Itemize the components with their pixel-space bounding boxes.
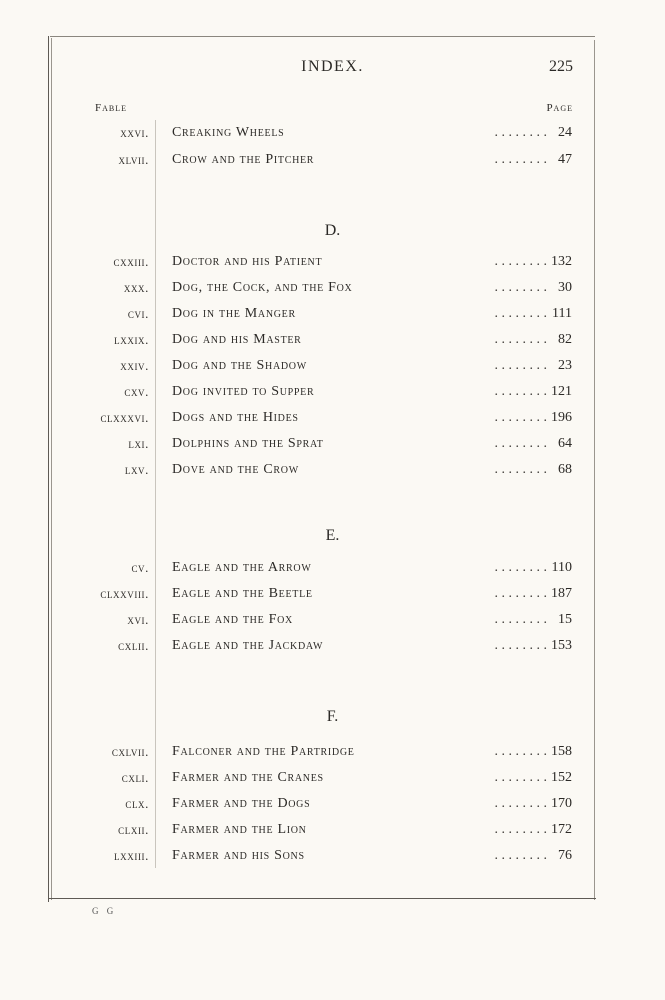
leader-dots: . . . . . . . .	[494, 638, 547, 653]
leader-dots: . . . . . . . .	[494, 462, 547, 477]
leader-dots: . . . . . . . .	[494, 152, 547, 167]
fable-number: lxi.	[128, 436, 149, 451]
index-entry	[0, 586, 665, 606]
fable-title: Dog and his Master	[172, 332, 302, 347]
index-entry	[0, 638, 665, 658]
page-reference: 68	[558, 462, 572, 477]
fable-number: lxxix.	[114, 332, 149, 347]
signature-mark: G G	[92, 906, 117, 916]
fable-number: xvi.	[127, 612, 149, 627]
leader-dots: . . . . . . . .	[494, 436, 547, 451]
page-reference: 15	[558, 612, 572, 627]
index-entry	[0, 152, 665, 172]
fable-title: Dog, the Cock, and the Fox	[172, 280, 353, 295]
fable-number: xxvi.	[120, 125, 149, 140]
page-reference: 153	[551, 638, 572, 653]
index-entry	[0, 796, 665, 816]
leader-dots: . . . . . . . .	[494, 410, 547, 425]
page-title: INDEX.	[301, 58, 364, 75]
leader-dots: . . . . . . . .	[494, 744, 547, 759]
index-entry	[0, 384, 665, 404]
index-entry	[0, 848, 665, 868]
fable-number: cxlvii.	[111, 744, 149, 759]
fable-number: lxv.	[124, 462, 149, 477]
index-entry	[0, 612, 665, 632]
fable-title: Dogs and the Hides	[172, 410, 299, 425]
page-reference: 82	[558, 332, 572, 347]
section-letter: F.	[326, 708, 339, 725]
fable-number: cxlii.	[118, 638, 149, 653]
page-reference: 172	[551, 822, 572, 837]
page-column-header: Page	[546, 102, 573, 114]
index-entry	[0, 306, 665, 326]
section-letter: E.	[325, 527, 340, 544]
page-reference: 158	[551, 744, 572, 759]
leader-dots: . . . . . . . .	[494, 586, 547, 601]
page-reference: 47	[558, 152, 572, 167]
page-reference: 110	[551, 560, 572, 575]
page-reference: 196	[551, 410, 572, 425]
leader-dots: . . . . . . . .	[494, 770, 547, 785]
leader-dots: . . . . . . . .	[494, 280, 547, 295]
fable-number: cxv.	[124, 384, 149, 399]
fable-number: cv.	[131, 560, 149, 575]
leader-dots: . . . . . . . .	[494, 822, 547, 837]
index-entry	[0, 410, 665, 430]
frame-top-rule	[50, 36, 595, 37]
page-number: 225	[549, 58, 573, 75]
fable-column-header: Fable	[95, 102, 128, 114]
leader-dots: . . . . . . . .	[494, 254, 547, 269]
fable-title: Crow and the Pitcher	[172, 152, 315, 167]
leader-dots: . . . . . . . .	[494, 560, 547, 575]
fable-number: cxli.	[121, 770, 149, 785]
leader-dots: . . . . . . . .	[494, 612, 547, 627]
fable-title: Farmer and his Sons	[172, 848, 305, 863]
fable-title: Dog in the Manger	[172, 306, 296, 321]
page-reference: 30	[558, 280, 572, 295]
index-entry	[0, 332, 665, 352]
leader-dots: . . . . . . . .	[494, 125, 547, 140]
fable-number: clxxviii.	[100, 586, 149, 601]
fable-number: clxxxvi.	[100, 410, 149, 425]
fable-title: Doctor and his Patient	[172, 254, 323, 269]
index-entry	[0, 770, 665, 790]
fable-title: Dog and the Shadow	[172, 358, 307, 373]
fable-title: Dolphins and the Sprat	[172, 436, 324, 451]
leader-dots: . . . . . . . .	[494, 384, 547, 399]
leader-dots: . . . . . . . .	[494, 796, 547, 811]
fable-number: xlvii.	[118, 152, 149, 167]
fable-title: Eagle and the Arrow	[172, 560, 312, 575]
fable-number: xxiv.	[120, 358, 149, 373]
index-entry	[0, 280, 665, 300]
fable-number: cvi.	[127, 306, 149, 321]
fable-title: Falconer and the Partridge	[172, 744, 355, 759]
leader-dots: . . . . . . . .	[494, 358, 547, 373]
frame-bottom-rule	[48, 898, 596, 899]
page-reference: 132	[551, 254, 572, 269]
fable-number: lxxiii.	[114, 848, 149, 863]
fable-title: Eagle and the Jackdaw	[172, 638, 324, 653]
page-reference: 170	[551, 796, 572, 811]
fable-title: Dove and the Crow	[172, 462, 299, 477]
fable-number: xxx.	[123, 280, 149, 295]
index-entry	[0, 744, 665, 764]
page-reference: 23	[558, 358, 572, 373]
index-entry	[0, 560, 665, 580]
index-entry	[0, 358, 665, 378]
fable-number: clx.	[125, 796, 149, 811]
index-entry	[0, 125, 665, 145]
fable-title: Farmer and the Lion	[172, 822, 307, 837]
page-reference: 121	[551, 384, 572, 399]
leader-dots: . . . . . . . .	[494, 848, 547, 863]
page-reference: 152	[551, 770, 572, 785]
leader-dots: . . . . . . . .	[494, 306, 547, 321]
fable-number: cxxiii.	[113, 254, 149, 269]
page-reference: 111	[552, 306, 572, 321]
section-letter: D.	[324, 222, 341, 239]
index-entry	[0, 436, 665, 456]
fable-title: Farmer and the Dogs	[172, 796, 311, 811]
page-reference: 187	[551, 586, 572, 601]
fable-title: Dog invited to Supper	[172, 384, 315, 399]
fable-number: clxii.	[118, 822, 149, 837]
fable-title: Eagle and the Fox	[172, 612, 293, 627]
leader-dots: . . . . . . . .	[494, 332, 547, 347]
fable-title: Farmer and the Cranes	[172, 770, 324, 785]
index-entry	[0, 462, 665, 482]
index-entry	[0, 254, 665, 274]
page-reference: 24	[558, 125, 572, 140]
index-entry	[0, 822, 665, 842]
page-reference: 64	[558, 436, 572, 451]
fable-title: Creaking Wheels	[172, 125, 285, 140]
page-reference: 76	[558, 848, 572, 863]
fable-title: Eagle and the Beetle	[172, 586, 313, 601]
